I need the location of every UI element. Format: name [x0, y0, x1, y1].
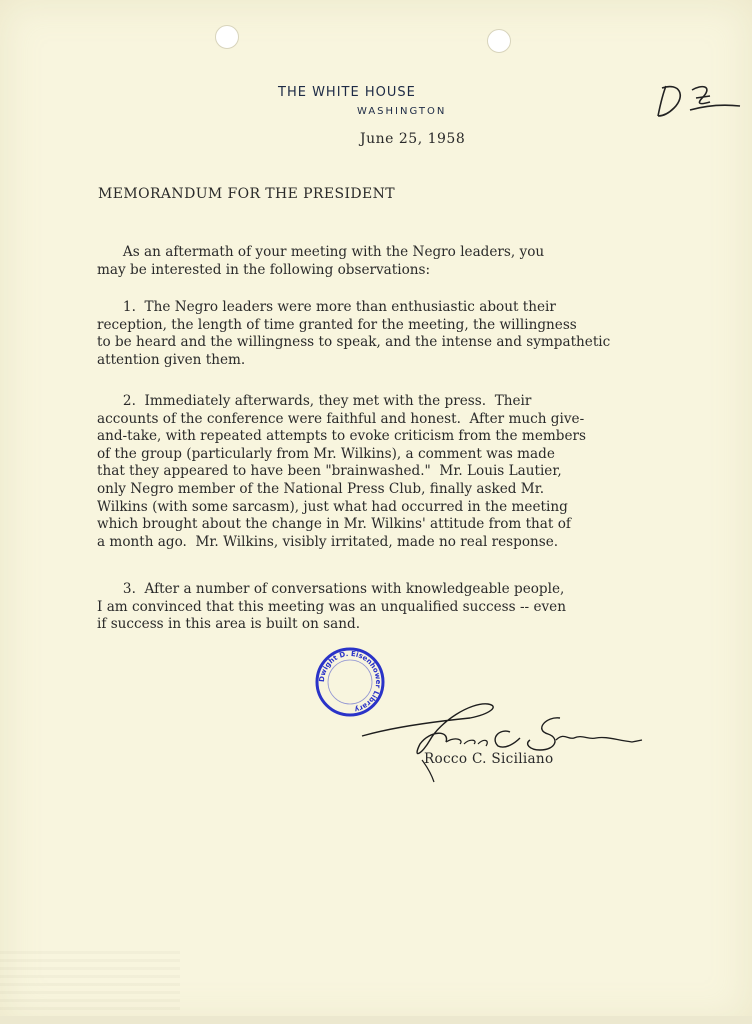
text-line: to be heard and the willingness to speak, and the intense and sympathetic [97, 334, 611, 351]
paragraph-intro [97, 244, 717, 279]
letterhead-subtitle: WASHINGTON [357, 106, 447, 117]
memo-heading: MEMORANDUM FOR THE PRESIDENT [98, 186, 396, 202]
letterhead-title: THE WHITE HOUSE [278, 85, 416, 100]
text-line: of the group (particularly from Mr. Wilkins), a comment was made [97, 445, 555, 462]
paragraph-2 [97, 393, 717, 551]
punch-hole [215, 25, 239, 49]
text-line: I am convinced that this meeting was an unqualified success -- even [97, 598, 566, 615]
text-line: which brought about the change in Mr. Wilkins' attitude from that of [97, 516, 571, 533]
text-line: if success in this area is built on sand. [97, 616, 361, 633]
faint-bleedthrough [0, 950, 180, 1010]
text-line: may be interested in the following observations: [97, 261, 431, 278]
text-line: 1. The Negro leaders were more than enthusiastic about their [97, 299, 556, 315]
text-line: only Negro member of the National Press Club, finally asked Mr. [97, 480, 545, 497]
text-line: 2. Immediately afterwards, they met with the press. Their [97, 393, 532, 409]
paragraph-3 [97, 581, 717, 634]
text-line: 3. After a number of conversations with knowledgeable people, [97, 581, 565, 597]
text-line: reception, the length of time granted for the meeting, the willingness [97, 316, 577, 333]
punch-hole [487, 29, 511, 53]
handwritten-initials [652, 76, 742, 122]
paragraph-1 [97, 299, 717, 369]
text-line: a month ago. Mr. Wilkins, visibly irritated, made no real response. [97, 533, 559, 550]
stamp-text: Dwight D. Eisenhower Library [317, 649, 383, 714]
page-bottom-edge [0, 1016, 752, 1024]
text-line: accounts of the conference were faithful and honest. After much give- [97, 410, 585, 427]
text-line: As an aftermath of your meeting with the Negro leaders, you [97, 244, 545, 260]
text-line: and-take, with repeated attempts to evoke criticism from the members [97, 428, 586, 445]
signatory-name: Rocco C. Siciliano [424, 751, 554, 767]
memo-date: June 25, 1958 [360, 131, 466, 147]
text-line: attention given them. [97, 351, 246, 368]
text-line: Wilkins (with some sarcasm), just what had occurred in the meeting [97, 498, 568, 515]
handwritten-signature [360, 700, 650, 784]
text-line: that they appeared to have been "brainwashed." Mr. Louis Lautier, [97, 463, 562, 480]
